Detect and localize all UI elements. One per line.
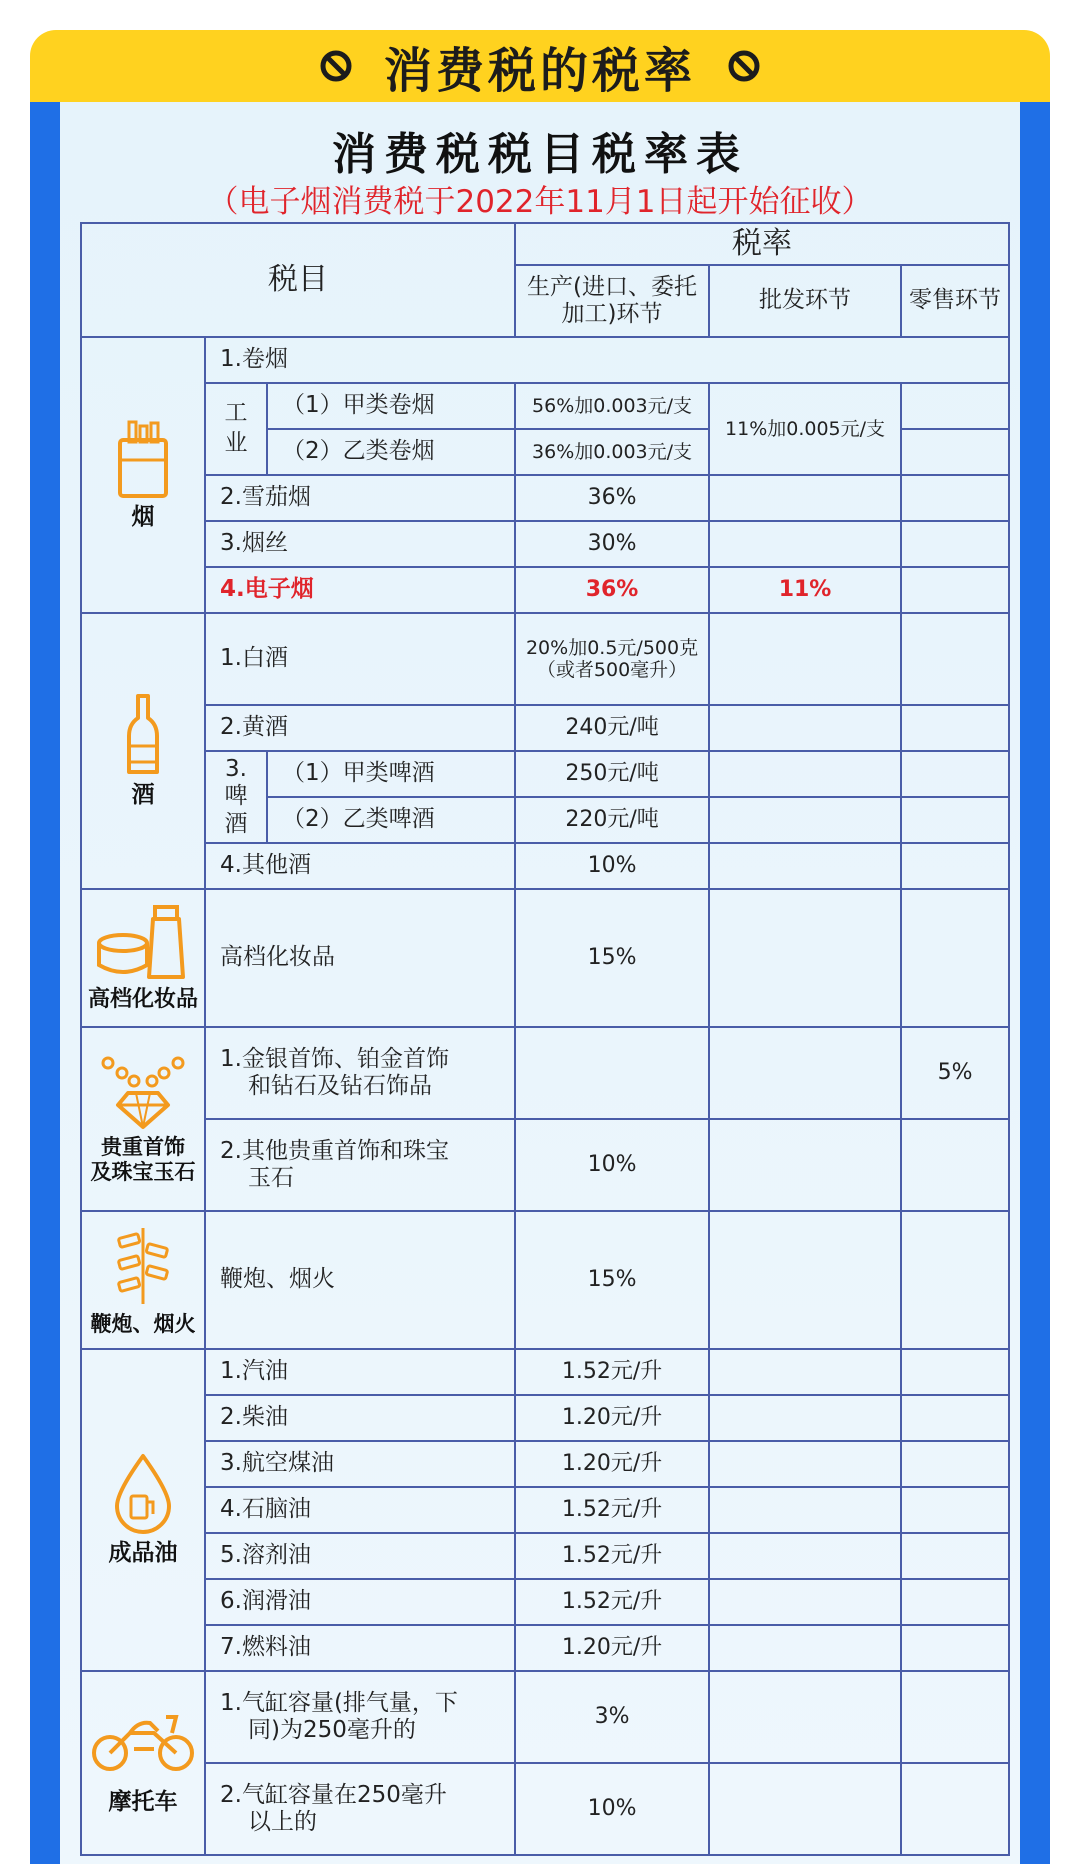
wholesale-cell xyxy=(709,1625,901,1671)
wholesale-rate-e-cigarette: 11% xyxy=(709,567,901,613)
item-oil: 3.航空煤油 xyxy=(205,1441,515,1487)
retail-cell xyxy=(901,1625,1009,1671)
wholesale-cell xyxy=(709,1395,901,1441)
cosmetics-icon xyxy=(93,903,193,983)
category-label: 烟 xyxy=(131,504,155,531)
item-fireworks: 鞭炮、烟火 xyxy=(205,1211,515,1349)
table-row xyxy=(81,521,1009,567)
item-other-jewelry-line1: 2.其他贵重首饰和珠宝 xyxy=(220,1137,449,1164)
rate-other-jewelry: 10% xyxy=(515,1119,709,1211)
wholesale-cell xyxy=(709,797,901,843)
wholesale-cell xyxy=(709,705,901,751)
item-cut-tobacco: 3.烟丝 xyxy=(205,521,515,567)
retail-cell xyxy=(901,1119,1009,1211)
category-oil xyxy=(81,1349,205,1671)
category-cosmetics xyxy=(81,889,205,1027)
retail-cell xyxy=(901,1579,1009,1625)
item-other-jewelry xyxy=(205,1119,515,1211)
rate-huangjiu: 240元/吨 xyxy=(515,705,709,751)
wholesale-cell xyxy=(709,889,901,1027)
table-row xyxy=(81,1487,1009,1533)
item-motorcycle-250-line2: 同)为250毫升的 xyxy=(248,1717,416,1743)
table-row xyxy=(81,1671,1009,1763)
table-row xyxy=(81,1579,1009,1625)
wholesale-cell xyxy=(709,1027,901,1119)
table-row xyxy=(81,475,1009,521)
rate-beer-b: 220元/吨 xyxy=(515,797,709,843)
table-title: 消费税税目税率表 xyxy=(332,129,748,180)
category-label: 酒 xyxy=(131,782,155,809)
header-production: 生产(进口、委托加工)环节 xyxy=(515,265,709,337)
item-type-a-cigarette: （1）甲类卷烟 xyxy=(267,383,515,429)
item-other-liquor: 4.其他酒 xyxy=(205,843,515,889)
retail-cell xyxy=(901,889,1009,1027)
rate-cut-tobacco: 30% xyxy=(515,521,709,567)
table-subtitle: （电子烟消费税于2022年11月1日起开始征收） xyxy=(207,184,873,220)
wholesale-cell xyxy=(709,1533,901,1579)
table-row xyxy=(81,1211,1009,1349)
rate-baijiu-line1: 20%加0.5元/500克 xyxy=(525,636,699,659)
prohibited-icon xyxy=(318,48,354,84)
wholesale-cell xyxy=(709,1671,901,1763)
rate-baijiu-line2: （或者500毫升） xyxy=(536,659,688,681)
header-row xyxy=(81,223,1009,265)
item-cigar: 2.雪茄烟 xyxy=(205,475,515,521)
item-motorcycle-over-250-line2: 以上的 xyxy=(248,1809,317,1835)
rate-type-b-cigarette: 36%加0.003元/支 xyxy=(515,429,709,475)
table-row xyxy=(81,751,1009,797)
header-item: 税目 xyxy=(81,223,515,337)
wholesale-cell xyxy=(709,843,901,889)
rate-oil: 1.52元/升 xyxy=(515,1533,709,1579)
item-e-cigarette: 4.电子烟 xyxy=(205,567,515,613)
item-oil: 5.溶剂油 xyxy=(205,1533,515,1579)
title-banner xyxy=(30,30,1050,102)
table-row xyxy=(81,889,1009,1027)
rate-other-liquor: 10% xyxy=(515,843,709,889)
category-jewelry xyxy=(81,1027,205,1211)
retail-cell xyxy=(901,1487,1009,1533)
table-row xyxy=(81,1119,1009,1211)
rate-e-cigarette: 36% xyxy=(515,567,709,613)
table-row xyxy=(81,843,1009,889)
item-motorcycle-250-line1: 1.气缸容量(排气量，下 xyxy=(220,1689,458,1716)
retail-cell xyxy=(901,1671,1009,1763)
item-oil: 4.石脑油 xyxy=(205,1487,515,1533)
retail-cell xyxy=(901,567,1009,613)
rate-motorcycle-over-250: 10% xyxy=(515,1763,709,1855)
retail-cell xyxy=(901,1349,1009,1395)
table-row xyxy=(81,337,1009,383)
table-row xyxy=(81,1533,1009,1579)
category-label-line2: 及珠宝玉石 xyxy=(90,1160,196,1184)
wholesale-cell xyxy=(709,1579,901,1625)
wholesale-cell xyxy=(709,475,901,521)
table-row xyxy=(81,383,1009,429)
tax-rate-table xyxy=(80,222,1010,1856)
table-row xyxy=(81,705,1009,751)
category-tobacco xyxy=(81,337,205,613)
category-label: 鞭炮、烟火 xyxy=(90,1311,196,1336)
wholesale-cell xyxy=(709,1487,901,1533)
production-cell xyxy=(515,1027,709,1119)
wholesale-cell xyxy=(709,1349,901,1395)
rate-motorcycle-250: 3% xyxy=(515,1671,709,1763)
category-label: 成品油 xyxy=(108,1540,178,1567)
retail-cell xyxy=(901,1441,1009,1487)
header-rate: 税率 xyxy=(515,223,1009,265)
rate-cosmetics: 15% xyxy=(515,889,709,1027)
category-label: 摩托车 xyxy=(108,1789,178,1816)
table-row xyxy=(81,1349,1009,1395)
item-other-jewelry-line2: 玉石 xyxy=(248,1165,294,1191)
item-oil: 7.燃料油 xyxy=(205,1625,515,1671)
category-label: 高档化妆品 xyxy=(87,987,198,1013)
item-motorcycle-over-250 xyxy=(205,1763,515,1855)
item-oil: 2.柴油 xyxy=(205,1395,515,1441)
wholesale-cell xyxy=(709,1763,901,1855)
wholesale-cell xyxy=(709,613,901,705)
rate-oil: 1.20元/升 xyxy=(515,1395,709,1441)
retail-rate-gold-jewelry: 5% xyxy=(901,1027,1009,1119)
table-row xyxy=(81,1441,1009,1487)
table-row xyxy=(81,1395,1009,1441)
header-wholesale: 批发环节 xyxy=(709,265,901,337)
cigarette-pack-icon xyxy=(115,418,171,500)
table-row xyxy=(81,1027,1009,1119)
category-motorcycle xyxy=(81,1671,205,1855)
wholesale-cell xyxy=(709,1211,901,1349)
item-industry xyxy=(205,383,267,475)
fuel-drop-icon xyxy=(111,1452,175,1536)
rate-type-a-cigarette: 56%加0.003元/支 xyxy=(515,383,709,429)
retail-cell xyxy=(901,383,1009,429)
wholesale-cell xyxy=(709,1441,901,1487)
retail-cell xyxy=(901,1533,1009,1579)
table-row xyxy=(81,1625,1009,1671)
item-beer xyxy=(205,751,267,843)
rate-oil: 1.20元/升 xyxy=(515,1625,709,1671)
retail-cell xyxy=(901,705,1009,751)
rate-oil: 1.52元/升 xyxy=(515,1579,709,1625)
jewelry-icon xyxy=(98,1053,188,1131)
rate-baijiu xyxy=(515,613,709,705)
wholesale-cell xyxy=(709,521,901,567)
retail-cell xyxy=(901,475,1009,521)
table-row xyxy=(81,1763,1009,1855)
item-baijiu: 1.白酒 xyxy=(205,613,515,705)
rate-fireworks: 15% xyxy=(515,1211,709,1349)
rate-oil: 1.52元/升 xyxy=(515,1349,709,1395)
beer-label: 3.啤酒 xyxy=(224,755,248,837)
retail-cell xyxy=(901,521,1009,567)
item-beer-a: （1）甲类啤酒 xyxy=(267,751,515,797)
item-oil: 6.润滑油 xyxy=(205,1579,515,1625)
wholesale-cell xyxy=(709,1119,901,1211)
prohibited-icon xyxy=(726,48,762,84)
item-motorcycle-250 xyxy=(205,1671,515,1763)
rate-beer-a: 250元/吨 xyxy=(515,751,709,797)
industry-label: 工业 xyxy=(224,400,248,456)
motorcycle-icon xyxy=(88,1709,198,1775)
header-retail: 零售环节 xyxy=(901,265,1009,337)
item-huangjiu: 2.黄酒 xyxy=(205,705,515,751)
retail-cell xyxy=(901,613,1009,705)
item-motorcycle-over-250-line1: 2.气缸容量在250毫升 xyxy=(220,1781,447,1808)
category-label xyxy=(82,1135,204,1185)
retail-cell xyxy=(901,1395,1009,1441)
rate-oil: 1.52元/升 xyxy=(515,1487,709,1533)
item-cosmetics: 高档化妆品 xyxy=(205,889,515,1027)
table-row xyxy=(81,567,1009,613)
retail-cell xyxy=(901,429,1009,475)
table-row xyxy=(81,613,1009,705)
category-fireworks xyxy=(81,1211,205,1349)
rate-cigar: 36% xyxy=(515,475,709,521)
wholesale-rate-cigarettes: 11%加0.005元/支 xyxy=(709,383,901,475)
rate-oil: 1.20元/升 xyxy=(515,1441,709,1487)
bottle-icon xyxy=(125,692,161,778)
retail-cell xyxy=(901,1763,1009,1855)
item-type-b-cigarette: （2）乙类卷烟 xyxy=(267,429,515,475)
category-label-line1: 贵重首饰 xyxy=(101,1135,185,1160)
item-gold-jewelry-line1: 1.金银首饰、铂金首饰 xyxy=(220,1045,449,1072)
firecracker-icon xyxy=(113,1224,173,1308)
item-gold-jewelry xyxy=(205,1027,515,1119)
banner-title: 消费税的税率 xyxy=(383,42,696,99)
retail-cell xyxy=(901,797,1009,843)
item-gold-jewelry-line2: 和钻石及钻石饰品 xyxy=(248,1073,432,1099)
category-liquor xyxy=(81,613,205,889)
wholesale-cell xyxy=(709,751,901,797)
retail-cell xyxy=(901,1211,1009,1349)
item-oil: 1.汽油 xyxy=(205,1349,515,1395)
retail-cell xyxy=(901,751,1009,797)
item-beer-b: （2）乙类啤酒 xyxy=(267,797,515,843)
retail-cell xyxy=(901,843,1009,889)
item-cigarettes: 1.卷烟 xyxy=(205,337,1009,383)
